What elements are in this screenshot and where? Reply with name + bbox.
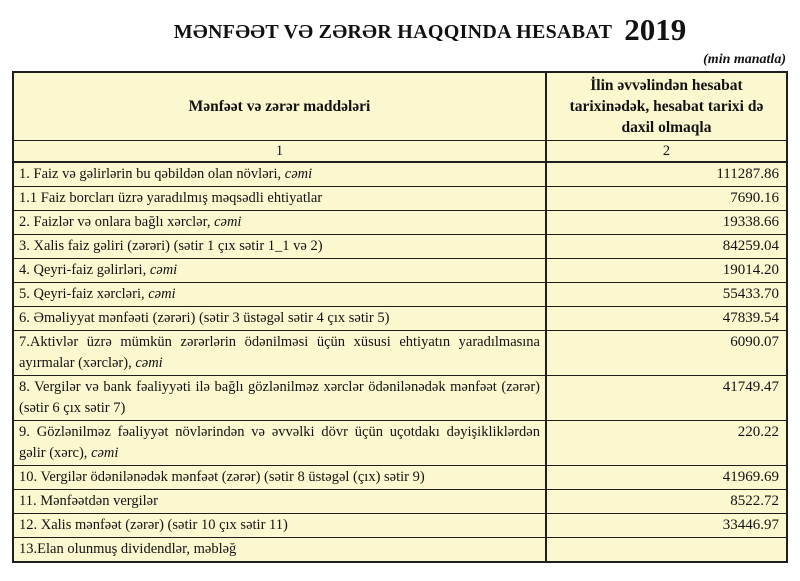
- row-item-label: 11. Mənfəətdən vergilər: [13, 490, 546, 514]
- row-value: 7690.16: [546, 187, 787, 211]
- row-value: 47839.54: [546, 307, 787, 331]
- row-item-label: 4. Qeyri-faiz gəlirləri, cəmi: [13, 259, 546, 283]
- report-title: MƏNFƏƏT VƏ ZƏRƏR HAQQINDA HESABAT: [173, 21, 613, 43]
- table-header-row: [13, 72, 787, 141]
- row-value: [546, 538, 787, 563]
- row-item-label: 12. Xalis mənfəət (zərər) (sətir 10 çıx sətir 11): [13, 514, 546, 538]
- row-value: 111287.86: [546, 162, 787, 187]
- column-number-1: 1: [13, 141, 546, 163]
- table-row: [13, 538, 787, 563]
- row-item-label: 13.Elan olunmuş dividendlər, məbləğ: [13, 538, 546, 563]
- table-row: [13, 235, 787, 259]
- profit-loss-table: [12, 71, 788, 563]
- table-row: [13, 466, 787, 490]
- column-header-items: Mənfəət və zərər maddələri: [13, 72, 546, 141]
- table-row: [13, 187, 787, 211]
- column-header-values: İlin əvvəlindən hesabat tarixinədək, hesabat tarixi də daxil olmaqla: [546, 72, 787, 141]
- page-title: [0, 12, 800, 48]
- column-number-row: [13, 141, 787, 163]
- table-row: [13, 259, 787, 283]
- table-body: [13, 162, 787, 562]
- row-value: 19014.20: [546, 259, 787, 283]
- row-value: 8522.72: [546, 490, 787, 514]
- row-item-label: 1.1 Faiz borcları üzrə yaradılmış məqsədli ehtiyatlar: [13, 187, 546, 211]
- row-item-label: 2. Faizlər və onlara bağlı xərclər, cəmi: [13, 211, 546, 235]
- column-number-2: 2: [546, 141, 787, 163]
- row-value: 41969.69: [546, 466, 787, 490]
- report-year: 2019: [624, 12, 687, 47]
- row-item-label: 8. Vergilər və bank fəaliyyəti ilə bağlı gözlənilməz xərclər ödənilənədək mənfəət (zərər) (sətir 6 çıx sətir 7): [13, 376, 546, 421]
- table-row: [13, 162, 787, 187]
- unit-note: (min manatla): [703, 52, 786, 67]
- row-item-label: 10. Vergilər ödənilənədək mənfəət (zərər) (sətir 8 üstəgəl (çıx) sətir 9): [13, 466, 546, 490]
- row-label-italic-suffix: cəmi: [149, 262, 178, 278]
- row-value: 41749.47: [546, 376, 787, 421]
- table-row: [13, 376, 787, 421]
- row-item-label: 6. Əməliyyat mənfəəti (zərəri) (sətir 3 üstəgəl sətir 4 çıx sətir 5): [13, 307, 546, 331]
- row-value: 6090.07: [546, 331, 787, 376]
- table-row: [13, 211, 787, 235]
- table-row: [13, 307, 787, 331]
- row-value: 19338.66: [546, 211, 787, 235]
- table-row: [13, 331, 787, 376]
- table-row: [13, 514, 787, 538]
- row-item-label: 9. Gözlənilməz fəaliyyət növlərindən və əvvəlki dövr üçün uçotdakı dəyişikliklərdən gəlir (xərc), cəmi: [13, 421, 546, 466]
- table-row: [13, 283, 787, 307]
- row-item-label: 5. Qeyri-faiz xərcləri, cəmi: [13, 283, 546, 307]
- row-value: 55433.70: [546, 283, 787, 307]
- table-row: [13, 421, 787, 466]
- row-item-label: 7.Aktivlər üzrə mümkün zərərlərin ödənilməsi üçün xüsusi ehtiyatın yaradılmasına ayırmalar (xərclər), cəmi: [13, 331, 546, 376]
- row-value: 33446.97: [546, 514, 787, 538]
- row-label-italic-suffix: cəmi: [214, 214, 242, 230]
- row-label-italic-suffix: cəmi: [148, 286, 176, 302]
- row-label-italic-suffix: cəmi: [91, 445, 119, 461]
- table-row: [13, 490, 787, 514]
- row-item-label: 3. Xalis faiz gəliri (zərəri) (sətir 1 çıx sətir 1_1 və 2): [13, 235, 546, 259]
- row-value: 220.22: [546, 421, 787, 466]
- row-value: 84259.04: [546, 235, 787, 259]
- row-label-italic-suffix: cəmi: [284, 166, 313, 182]
- row-label-italic-suffix: cəmi: [135, 355, 163, 371]
- row-item-label: 1. Faiz və gəlirlərin bu qəbildən olan növləri, cəmi: [13, 162, 546, 187]
